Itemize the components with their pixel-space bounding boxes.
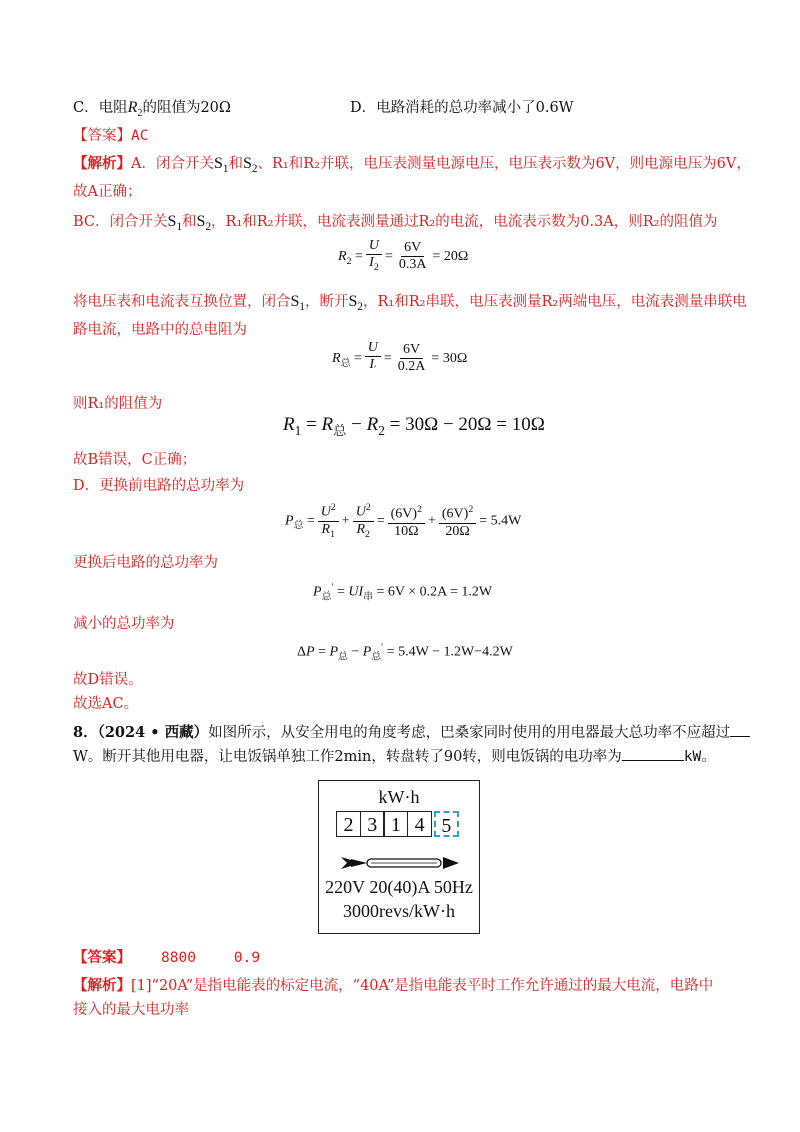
energy-meter-figure: [318, 780, 480, 934]
equation-r1: $R_1 = R_总 - R_2 = 30\Omega - 20\Omega = 10\Omega$: [283, 414, 545, 438]
q8-answer: 【答案】 8800 0.9: [73, 949, 261, 966]
q7-d-line: D．更换前电路的总功率为: [73, 478, 245, 494]
q7-analysis-bc: BC．闭合开关$S_1$和$S_2$，R₁和R₂并联，电流表测量通过R₂的电流，电流表示数为0.3A，则R₂的阻值为: [73, 213, 718, 234]
q8-analysis-line1: 【解析】[1]“20A”是指电能表的标定电流，“40A”是指电能表平时工作允许通过的最大电流，电路中: [73, 977, 714, 994]
meter-spec-revs: 3000revs/kW·h: [343, 901, 455, 921]
q7-analysis-a: 【解析】A．闭合开关$S_1$和$S_2$、R₁和R₂并联，电压表测量电源电压，电压表示数为6V，则电源电压为6V，: [73, 155, 751, 176]
option-d: D．电路消耗的总功率减小了0.6W: [350, 100, 574, 116]
equation-p-after: $P_总' = UI_串 = 6V \times 0.2A = 1.2W$: [313, 582, 493, 603]
q7-d-wrong: 故D错误。: [73, 672, 143, 688]
q8-blank-2[interactable]: [622, 746, 684, 761]
equation-p-before: $P_总$ = $\frac{U^2}{R_1}$ + $\frac{U^2}{R_2}$ = $\frac{(6V)^2}{10\Omega}$ + $\frac{(6V)^2}{20\Omega}$ = 5.4W: [285, 502, 522, 540]
q7-r1-intro: 则R₁的阻值为: [73, 396, 163, 412]
option-c: C．电阻$R_2$的阻值为20Ω: [73, 99, 231, 119]
equation-r2: $R_2$ = $\frac{U}{I_2}$ = $\frac{6V}{0.3A}$ = 20Ω: [338, 238, 469, 273]
q7-choose: 故选AC。: [73, 696, 139, 712]
meter-unit: kW·h: [378, 787, 420, 807]
q7-answer: 【答案】AC: [73, 128, 149, 144]
meter-digits: [336, 811, 458, 837]
q8-text-line1: 8．（2024 • 西藏）如图所示，从安全用电的角度考虑，巴桑家同时使用的用电器最大总功率不应超过: [73, 722, 750, 743]
q7-a-conclusion: 故A正确；: [73, 184, 142, 200]
q8-text-line2: W。断开其他用电器，让电饭锅单独工作2min，转盘转了90转，则电饭锅的电功率为 kW。: [73, 746, 716, 767]
q7-after-line: 更换后电路的总功率为: [73, 555, 218, 571]
q7-decrease-line: 减小的总功率为: [73, 616, 175, 632]
q8-analysis-line2: 接入的最大电功率: [73, 1002, 189, 1018]
meter-rotation-arrow-icon: [339, 853, 461, 873]
q7-swap-line2: 路电流，电路中的总电阻为: [73, 322, 247, 338]
q7-b-wrong: 故B错误，C正确；: [73, 452, 197, 468]
meter-digit: 1: [383, 811, 408, 837]
equation-delta-p: $\Delta P = P_总 - P_总' = 5.4W - 1.2W-4.2W$: [297, 642, 513, 663]
meter-digit: 2: [336, 811, 361, 837]
meter-digit: 4: [407, 811, 432, 837]
meter-digit-decimal: 5: [434, 811, 459, 837]
meter-digit: 3: [360, 811, 385, 837]
q7-swap-line1: 将电压表和电流表互换位置，闭合$S_1$，断开$S_2$，R₁和R₂串联，电压表测量R₂两端电压，电流表测量串联电: [73, 293, 747, 314]
equation-r-total: $R_总$ = $\frac{U}{I'}$ = $\frac{6V}{0.2A}$ = 30Ω: [332, 340, 468, 375]
meter-spec-rating: 220V 20(40)A 50Hz: [325, 877, 473, 897]
q8-blank-1[interactable]: [730, 722, 750, 737]
